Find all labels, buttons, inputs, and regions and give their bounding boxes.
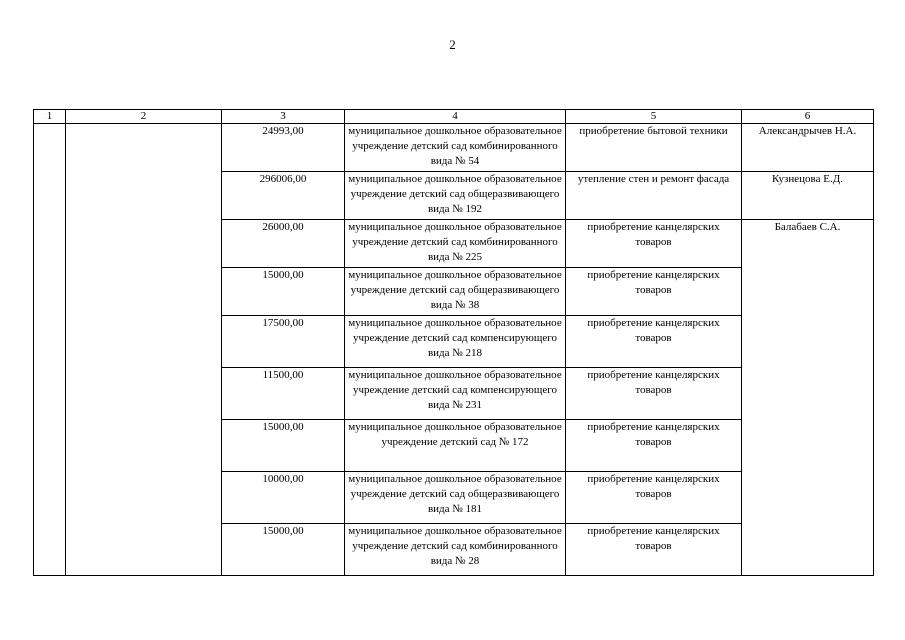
column-header-6: 6 (742, 110, 874, 124)
column-header-2: 2 (66, 110, 222, 124)
amount-cell: 10000,00 (222, 472, 345, 524)
purpose-cell: приобретение бытовой техники (566, 124, 742, 172)
responsible-person-cell: Кузнецова Е.Д. (742, 172, 874, 220)
table-row (34, 124, 874, 172)
purpose-cell: приобретение канцелярских товаров (566, 268, 742, 316)
amount-cell: 15000,00 (222, 420, 345, 472)
institution-cell: муниципальное дошкольное образовательное учреждение детский сад комбинированного вида № 225 (345, 220, 566, 268)
institution-cell: муниципальное дошкольное образовательное учреждение детский сад общеразвивающего вида № 38 (345, 268, 566, 316)
cell-column-2 (66, 124, 222, 576)
institution-cell: муниципальное дошкольное образовательное учреждение детский сад компенсирующего вида № 231 (345, 368, 566, 420)
institution-cell: муниципальное дошкольное образовательное учреждение детский сад общеразвивающего вида № 181 (345, 472, 566, 524)
purpose-cell: приобретение канцелярских товаров (566, 524, 742, 576)
amount-cell: 11500,00 (222, 368, 345, 420)
amount-cell: 26000,00 (222, 220, 345, 268)
purpose-cell: приобретение канцелярских товаров (566, 420, 742, 472)
purpose-cell: утепление стен и ремонт фасада (566, 172, 742, 220)
amount-cell: 15000,00 (222, 268, 345, 316)
column-header-5: 5 (566, 110, 742, 124)
institution-cell: муниципальное дошкольное образовательное учреждение детский сад комбинированного вида № 54 (345, 124, 566, 172)
column-header-3: 3 (222, 110, 345, 124)
institution-cell: муниципальное дошкольное образовательное учреждение детский сад комбинированного вида № 28 (345, 524, 566, 576)
institution-cell: муниципальное дошкольное образовательное учреждение детский сад общеразвивающего вида № 192 (345, 172, 566, 220)
column-header-1: 1 (34, 110, 66, 124)
purpose-cell: приобретение канцелярских товаров (566, 368, 742, 420)
institution-cell: муниципальное дошкольное образовательное учреждение детский сад № 172 (345, 420, 566, 472)
header-row (34, 110, 874, 124)
cell-column-1 (34, 124, 66, 576)
amount-cell: 15000,00 (222, 524, 345, 576)
responsible-person-cell: Балабаев С.А. (742, 220, 874, 576)
funding-table (33, 109, 874, 576)
amount-cell: 24993,00 (222, 124, 345, 172)
responsible-person-cell: Александрычев Н.А. (742, 124, 874, 172)
column-header-4: 4 (345, 110, 566, 124)
amount-cell: 17500,00 (222, 316, 345, 368)
page-number: 2 (449, 37, 456, 52)
amount-cell: 296006,00 (222, 172, 345, 220)
institution-cell: муниципальное дошкольное образовательное учреждение детский сад компенсирующего вида № 218 (345, 316, 566, 368)
purpose-cell: приобретение канцелярских товаров (566, 220, 742, 268)
purpose-cell: приобретение канцелярских товаров (566, 472, 742, 524)
purpose-cell: приобретение канцелярских товаров (566, 316, 742, 368)
